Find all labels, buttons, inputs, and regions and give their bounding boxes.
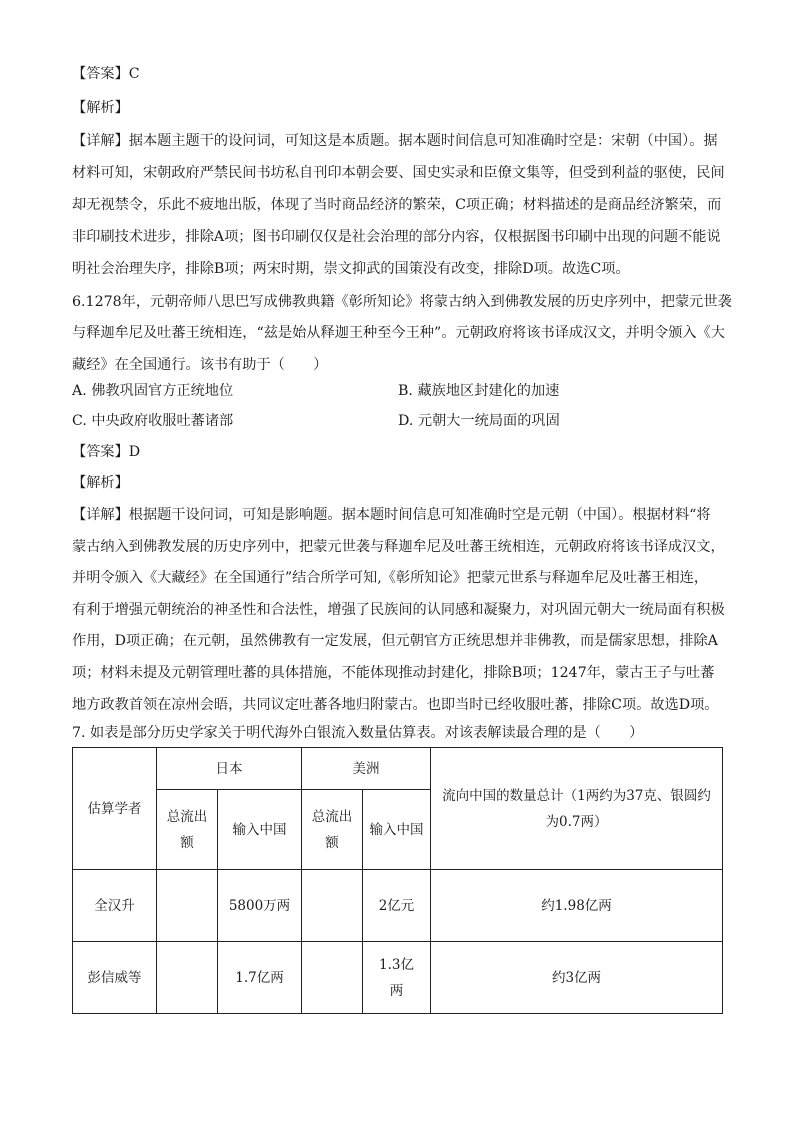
header-scholar: 估算学者: [73, 748, 157, 870]
q5-explain-line: 却无视禁令，乐此不疲地出版，体现了当时商品经济的繁荣，C项正确；材料描述的是商品经济繁荣，而: [72, 197, 722, 213]
header-america-input: 输入中国: [363, 790, 431, 870]
q6-analysis-label: 【解析】: [72, 475, 129, 491]
header-japan-input: 输入中国: [218, 790, 302, 870]
cell-america-outflow: [302, 942, 363, 1014]
q6-option-a: A. 佛教巩固官方正统地位: [72, 383, 234, 399]
header-japan-outflow: 总流出额: [157, 790, 218, 870]
q5-explain-line: 材料可知，宋朝政府严禁民间书坊私自刊印本朝会要、国史实录和臣僚文集等，但受到利益的驱使，民间: [72, 165, 725, 181]
header-total: 流向中国的数量总计（1两约为37克、银圆约为0.7两）: [431, 748, 723, 870]
q5-explain-line: 【详解】据本题主题干的设问词，可知这是本质题。据本题时间信息可知准确时空是：宋朝（中国）。据: [72, 133, 718, 149]
cell-scholar: 全汉升: [73, 870, 157, 942]
q5-explain-line: 非印刷技术进步，排除A项；图书印刷仅仅是社会治理的部分内容，仅根据图书印刷中出现的问题不能说: [72, 229, 721, 245]
q5-analysis-label: 【解析】: [72, 100, 129, 116]
header-japan: 日本: [157, 748, 302, 790]
q6-stem-line: 藏经》在全国通行。该书有助于（ ）: [72, 357, 328, 373]
table-header-row: [73, 748, 723, 790]
q6-option-b: B. 藏族地区封建化的加速: [398, 383, 560, 399]
q6-explain-line: 作用，D项正确；在元朝，虽然佛教有一定发展，但元朝官方正统思想并非佛教，而是儒家思想，排除A: [72, 633, 718, 649]
cell-america-outflow: [302, 870, 363, 942]
q6-stem-line: 与释迦牟尼及吐蕃王统相连，“兹是始从释迦王种至今王种”。元朝政府将该书译成汉文，并明令颁入《大: [72, 325, 725, 341]
q5-answer: 【答案】C: [72, 66, 140, 82]
cell-japan-input: 1.7亿两: [218, 942, 302, 1014]
q6-stem-line: 6.1278年，元朝帝师八思巴写成佛教典籍《彰所知论》将蒙古纳入到佛教发展的历史序列中，把蒙元世袭: [72, 294, 732, 310]
q7-stem: 7. 如表是部分历史学家关于明代海外白银流入数量估算表。对该表解读最合理的是（ ）: [72, 725, 644, 741]
table-row: [73, 870, 723, 942]
q6-explain-line: 并明令颁入《大藏经》在全国通行”结合所学可知,《彰所知论》把蒙元世系与释迦牟尼及吐蕃王相连，: [72, 570, 709, 586]
q5-explain-line: 明社会治理失序，排除B项；两宋时期，崇文抑武的国策没有改变，排除D项。故选C项。: [72, 261, 630, 277]
q6-explain-line: 有利于增强元朝统治的神圣性和合法性，增强了民族间的认同感和凝聚力，对巩固元朝大一统局面有积极: [72, 602, 725, 618]
silver-estimate-table: [72, 747, 723, 1014]
cell-america-input: 2亿元: [363, 870, 431, 942]
q6-explain-line: 地方政教首领在凉州会晤，共同议定吐蕃各地归附蒙古。也即当时已经收服吐蕃，排除C项。故选D项。: [72, 697, 719, 713]
q6-explain-line: 蒙古纳入到佛教发展的历史序列中，把蒙元世袭与释迦牟尼及吐蕃王统相连，元朝政府将该书译成汉文，: [72, 539, 725, 555]
q6-explain-line: 【详解】根据题干设问词，可知是影响题。据本题时间信息可知准确时空是元朝（中国）。根据材料“将: [72, 507, 711, 523]
q6-answer: 【答案】D: [72, 444, 141, 460]
header-america: 美洲: [302, 748, 431, 790]
table-row: [73, 942, 723, 1014]
cell-total: 约1.98亿两: [431, 870, 723, 942]
cell-japan-outflow: [157, 870, 218, 942]
cell-scholar: 彭信威等: [73, 942, 157, 1014]
cell-japan-input: 5800万两: [218, 870, 302, 942]
q6-option-c: C. 中央政府收服吐蕃诸部: [72, 413, 234, 429]
cell-america-input: 1.3亿两: [363, 942, 431, 1014]
header-america-outflow: 总流出额: [302, 790, 363, 870]
cell-japan-outflow: [157, 942, 218, 1014]
q6-explain-line: 项；材料未提及元朝管理吐蕃的具体措施，不能体现推动封建化，排除B项；1247年，蒙古王子与吐蕃: [72, 665, 715, 681]
q6-option-d: D. 元朝大一统局面的巩固: [398, 413, 560, 429]
cell-total: 约3亿两: [431, 942, 723, 1014]
